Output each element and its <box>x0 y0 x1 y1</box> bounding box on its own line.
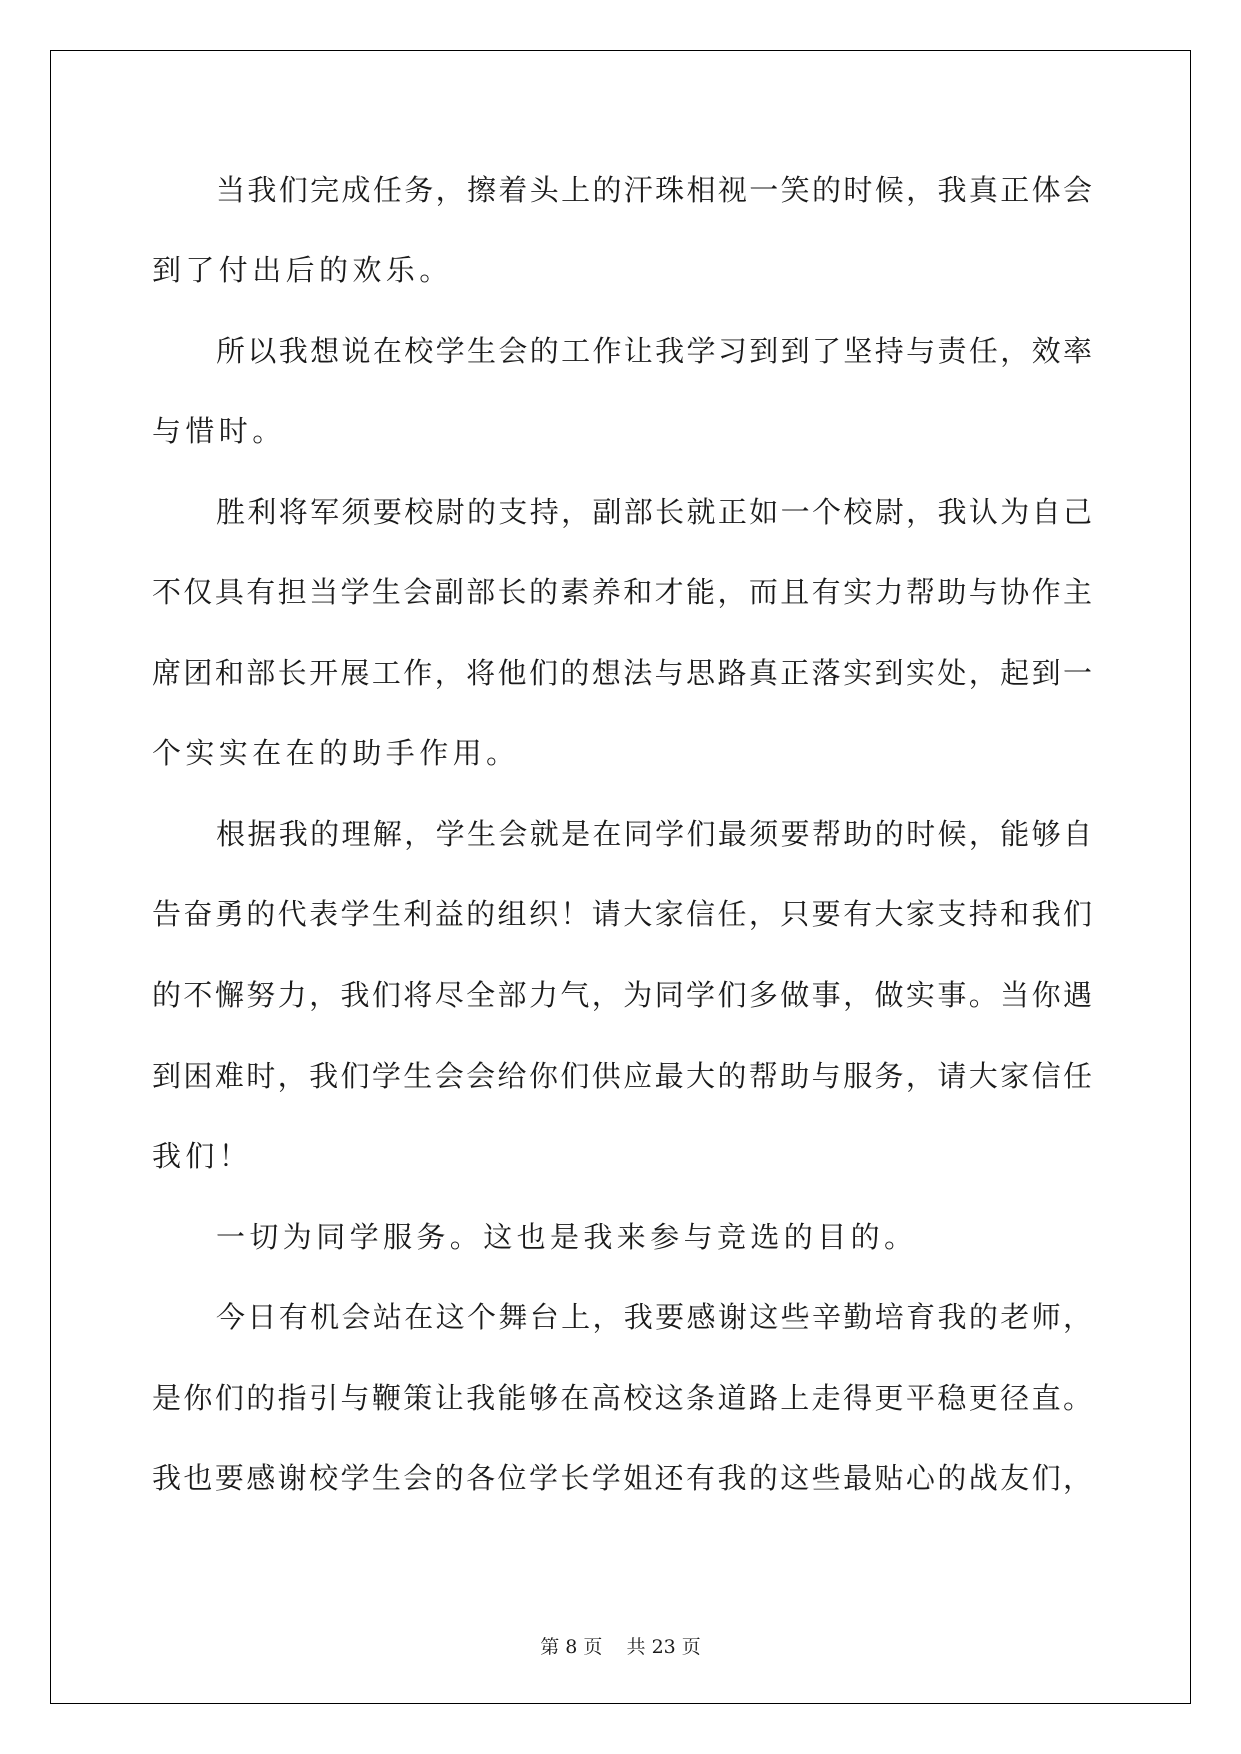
paragraph-3-line-1: 胜利将军须要校尉的支持，副部长就正如一个校尉，我认为自己 <box>216 495 1092 529</box>
paragraph-5-line-1: 一切为同学服务。这也是我来参与竞选的目的。 <box>216 1220 918 1254</box>
paragraph-6-line-1: 今日有机会站在这个舞台上，我要感谢这些辛勤培育我的老师， <box>216 1300 1092 1334</box>
paragraph-2-line-1: 所以我想说在校学生会的工作让我学习到到了坚持与责任，效率 <box>216 334 1092 368</box>
paragraph-4-line-4: 到困难时，我们学生会会给你们供应最大的帮助与服务，请大家信任 <box>152 1059 1092 1093</box>
paragraph-6-line-2: 是你们的指引与鞭策让我能够在高校这条道路上走得更平稳更径直。 <box>152 1381 1092 1415</box>
paragraph-4-line-3: 的不懈努力，我们将尽全部力气，为同学们多做事，做实事。当你遇 <box>152 978 1092 1012</box>
paragraph-3-line-4: 个实实在在的助手作用。 <box>152 736 520 770</box>
paragraph-4-line-5: 我们！ <box>152 1139 253 1173</box>
page-frame <box>50 50 1191 1704</box>
paragraph-1-line-2: 到了付出后的欢乐。 <box>152 253 453 287</box>
paragraph-4-line-1: 根据我的理解，学生会就是在同学们最须要帮助的时候，能够自 <box>216 817 1092 851</box>
paragraph-1-line-1: 当我们完成任务，擦着头上的汗珠相视一笑的时候，我真正体会 <box>216 173 1092 207</box>
paragraph-2-line-2: 与惜时。 <box>152 414 286 448</box>
paragraph-3-line-2: 不仅具有担当学生会副部长的素养和才能，而且有实力帮助与协作主 <box>152 575 1092 609</box>
paragraph-6-line-3: 我也要感谢校学生会的各位学长学姐还有我的这些最贴心的战友们， <box>152 1461 1092 1495</box>
paragraph-4-line-2: 告奋勇的代表学生利益的组织！请大家信任，只要有大家支持和我们 <box>152 897 1092 931</box>
paragraph-3-line-3: 席团和部长开展工作，将他们的想法与思路真正落实到实处，起到一 <box>152 656 1092 690</box>
page-number-footer: 第 8 页 共 23 页 <box>540 1636 701 1658</box>
